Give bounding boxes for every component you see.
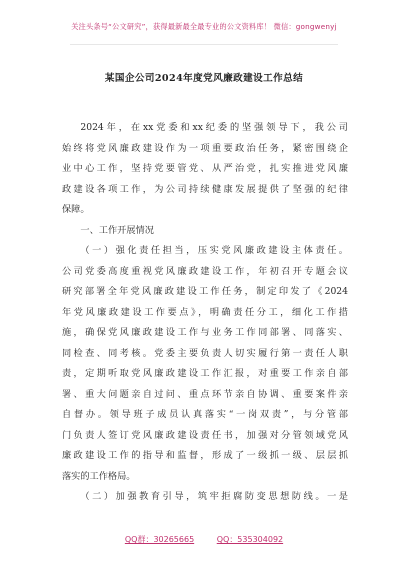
body-line: 责，定期听取党风廉政建设工作汇报，对重要工作亲自部: [62, 368, 348, 379]
header-divider: [70, 44, 338, 45]
document-title: 某国企公司2024年度党风廉政建设工作总结: [104, 73, 304, 84]
body-line: 始终将党风廉政建设作为一项重要政治任务，紧密围绕企: [62, 142, 348, 154]
footer-qq-contact: QQ：535304092: [216, 535, 284, 544]
footer: [0, 534, 408, 545]
body-line: 年党风廉政建设工作要点》，明确责任分工，细化工作措: [62, 306, 348, 318]
header-banner: 关注头条号“公文研究”，获得最新最全最专业的公文资料库！ 微信：gongwenyj: [71, 22, 337, 31]
footer-qq-group: QQ群：30265665: [124, 535, 195, 544]
body-line: 同检查、同考核。党委主要负责人切实履行第一责任人职: [62, 347, 348, 359]
body-line: 公司党委高度重视党风廉政建设工作，年初召开专题会议: [62, 265, 348, 277]
body-line: 业中心工作，坚持党要管党、从严治党，扎实推进党风廉: [62, 163, 348, 174]
body-line: 门负责人签订党风廉政建设责任书，加强对分管领域党风: [62, 429, 348, 441]
body-line: 政建设各项工作，为公司持续健康发展提供了坚强的纪律: [62, 183, 348, 195]
body-line: 一、工作开展情况: [80, 224, 154, 236]
body-line: 2024年，在xx党委和xx纪委的坚强领导下，我公司: [80, 122, 348, 133]
body-line: 保障。: [62, 204, 90, 215]
body-line: （二）加强教育引导，筑牢拒腐防变思想防线。一是: [80, 491, 348, 502]
body-line: 施，确保党风廉政建设工作与业务工作同部署、同落实、: [62, 327, 348, 338]
body-line: 落实的工作格局。: [62, 470, 136, 482]
body-line: （一）强化责任担当，压实党风廉政建设主体责任。: [80, 245, 348, 256]
body-line: 署、重大问题亲自过问、重点环节亲自协调、重要案件亲: [62, 388, 348, 400]
body-line: 廉政建设工作的指导和监督，形成了一级抓一级、层层抓: [62, 450, 348, 461]
body-line: 研究部署全年党风廉政建设工作任务，制定印发了《2024: [62, 286, 348, 297]
document-body: [62, 118, 348, 508]
body-line: 自督办。领导班子成员认真落实“一岗双责”，与分管部: [62, 409, 348, 420]
